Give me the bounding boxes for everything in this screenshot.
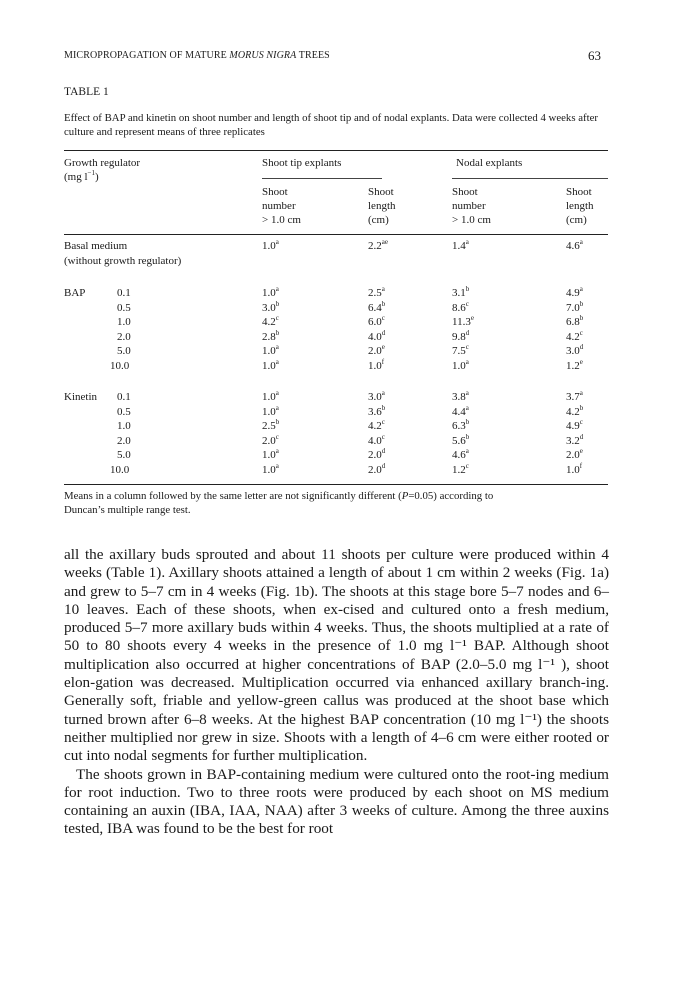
concentration-cell: 1.0 (117, 420, 131, 432)
table-caption: Effect of BAP and kinetin on shoot number and length of shoot tip and of nodal explants. Data were collected 4 weeks after culture and represent means of three replicates (64, 112, 598, 138)
unit-heading: (mg $l^{-1}$) (64, 169, 99, 183)
table-cell: 1.4$^a$ (452, 238, 469, 252)
table-top-rule (64, 150, 608, 151)
table-cell: 1.0$^a$ (262, 343, 279, 357)
running-head: MICROPROPAGATION OF MATURE MORUS NIGRA TREES (64, 50, 330, 61)
table-cell: 3.6$^b$ (368, 403, 386, 418)
table-cell: 1.0$^a$ (262, 357, 279, 372)
column-heading: > 1.0 cm (452, 214, 491, 226)
concentration-cell: 1.0 (117, 316, 131, 328)
concentration-cell: 2.0 (117, 330, 131, 343)
bap-label: BAP (64, 287, 86, 299)
table-cell: 6.0$^c$ (368, 314, 385, 328)
table-cell: 1.0$^a$ (262, 461, 279, 476)
kinetin-label: Kinetin (64, 391, 97, 403)
column-heading: (cm) (566, 214, 587, 226)
table-cell: 3.8$^a$ (452, 389, 469, 403)
table-header-rule (64, 234, 608, 235)
table-cell: 3.2$^d$ (566, 432, 584, 447)
column-heading: length (368, 200, 396, 212)
table-cell: 4.2$^c$ (262, 314, 279, 328)
page-number: 63 (588, 48, 601, 63)
concentration-cell: 0.5 (117, 301, 131, 314)
table-cell: 4.9$^c$ (566, 418, 583, 432)
table-cell: 8.6$^c$ (452, 299, 469, 314)
column-heading: Shoot (368, 186, 394, 198)
table-cell: 1.0$^a$ (262, 285, 279, 299)
table-cell: 1.0$^f$ (566, 461, 583, 476)
column-heading: length (566, 200, 594, 212)
table-cell: 2.5$^b$ (262, 418, 280, 432)
table-cell: 3.0$^b$ (262, 299, 280, 314)
concentration-cell: 10.0 (110, 463, 130, 476)
table-cell: 3.7$^a$ (566, 389, 583, 403)
table-cell: 4.6$^a$ (452, 447, 469, 461)
table-cell: 4.2$^b$ (566, 403, 584, 418)
growth-regulator-heading: Growth regulator (64, 157, 141, 169)
table-cell: 4.4$^a$ (452, 403, 469, 418)
concentration-cell: 0.5 (117, 405, 131, 418)
shoot-tip-rule (262, 178, 382, 179)
column-heading: number (262, 200, 296, 212)
table-cell: 4.9$^a$ (566, 285, 583, 299)
table-cell: 9.8$^d$ (452, 328, 470, 343)
table-cell: 4.2$^c$ (368, 418, 385, 432)
paragraph-2: The shoots grown in BAP-containing medium were cultured onto the root-ing medium for root induction. Two to three roots were produced by each shoot on MS medium containing an auxin (IBA, IAA, NAA) after 3 weeks of culture. Among the three auxins tested, IBA was found to be the best for root (64, 765, 609, 838)
table-cell: 11.3e (452, 314, 474, 328)
table-cell: 6.3$^b$ (452, 418, 470, 432)
table-cell: 4.2$^c$ (566, 328, 583, 343)
concentration-cell: 0.1 (117, 287, 131, 299)
table-cell: 2.8$^b$ (262, 328, 280, 343)
table-cell: 7.5$^c$ (452, 343, 469, 357)
concentration-cell: 0.1 (117, 391, 131, 403)
column-heading: Shoot (452, 186, 478, 198)
table-footnote: Means in a column followed by the same letter are not significantly different (P=0.05) according to Duncan’s multiple range test. (64, 490, 494, 516)
table-cell: 3.1$^b$ (452, 285, 470, 299)
shoot-tip-heading: Shoot tip explants (262, 157, 342, 169)
table-cell: 2.0$^c$ (262, 432, 279, 447)
nodal-rule (452, 178, 608, 179)
concentration-cell: 10.0 (110, 359, 130, 372)
column-heading: Shoot (566, 186, 592, 198)
table-cell: 1.2e (566, 357, 583, 372)
paragraph-1: all the axillary buds sprouted and about 11 shoots per culture were produced within 4 weeks (Table 1). Axillary shoots attained a length of about 1 cm within 2 weeks (Fig. 1a) and grew to 5–7 cm in 4 weeks (Fig. 1b). The shoots at this stage bore 5–7 nodes and 6–10 leaves. Each of these shoots, when ex-cised and cultured onto a fresh medium, produced 5–7 more axillary buds within 4 weeks. Thus, the shoots multiplied at a rate of 50 to 80 shoots every 4 weeks in the presence of 1.0 mg l⁻¹ BAP. Although shoot multiplication also occurred at higher concentrations of BAP (2.0–5.0 mg l⁻¹ ), shoot elon-gation was decreased. Multiplication occurred via enhanced axillary branch-ing. Generally soft, friable and yellow-green callus was produced at the shoot base which turned brown after 6–8 weeks. At the highest BAP concentration (10 mg l⁻¹) the shoots neither multiplied nor grew in size. Shoots with a length of 4–6 cm were either rooted or cut into nodal segments for further multiplication. (64, 546, 609, 765)
nodal-heading: Nodal explants (456, 157, 523, 169)
table-cell: 2.0$^d$ (368, 447, 386, 461)
column-heading: > 1.0 cm (262, 214, 301, 226)
basal-medium-sublabel: (without growth regulator) (64, 255, 182, 267)
table-cell: 4.0$^c$ (368, 432, 385, 447)
table-cell: 1.0$^a$ (262, 389, 279, 403)
table-cell: 1.0$^a$ (452, 357, 469, 372)
table-cell: 1.0$^a$ (262, 238, 279, 252)
column-heading: Shoot (262, 186, 288, 198)
concentration-cell: 2.0 (117, 434, 131, 447)
basal-medium-label: Basal medium (64, 240, 128, 252)
table-cell: 2.2$^{ae}$ (368, 238, 388, 252)
table-cell: 7.0$^b$ (566, 299, 584, 314)
table-cell: 6.8$^b$ (566, 314, 584, 328)
table-cell: 1.0$^a$ (262, 403, 279, 418)
table-cell: 6.4$^b$ (368, 299, 386, 314)
table-cell: 1.0$^a$ (262, 447, 279, 461)
column-heading: (cm) (368, 214, 389, 226)
table-label: TABLE 1 (64, 86, 109, 98)
concentration-cell: 5.0 (117, 449, 131, 461)
column-heading: number (452, 200, 486, 212)
table-cell: 2.5$^a$ (368, 285, 385, 299)
table-cell: 3.0$^a$ (368, 389, 385, 403)
table-cell: 4.0$^d$ (368, 328, 386, 343)
table-cell: 5.6$^b$ (452, 432, 470, 447)
table-cell: 1.2$^c$ (452, 461, 469, 476)
table-bottom-rule (64, 484, 608, 485)
table-cell: 2.0$^d$ (368, 461, 386, 476)
table-cell: 4.6$^a$ (566, 238, 583, 252)
table-cell: 2.0e (566, 447, 583, 461)
table-cell: 2.0e (368, 343, 385, 357)
table-cell: 3.0$^d$ (566, 343, 584, 357)
concentration-cell: 5.0 (117, 345, 131, 357)
table-cell: 1.0$^f$ (368, 357, 385, 372)
body-text (64, 546, 609, 839)
